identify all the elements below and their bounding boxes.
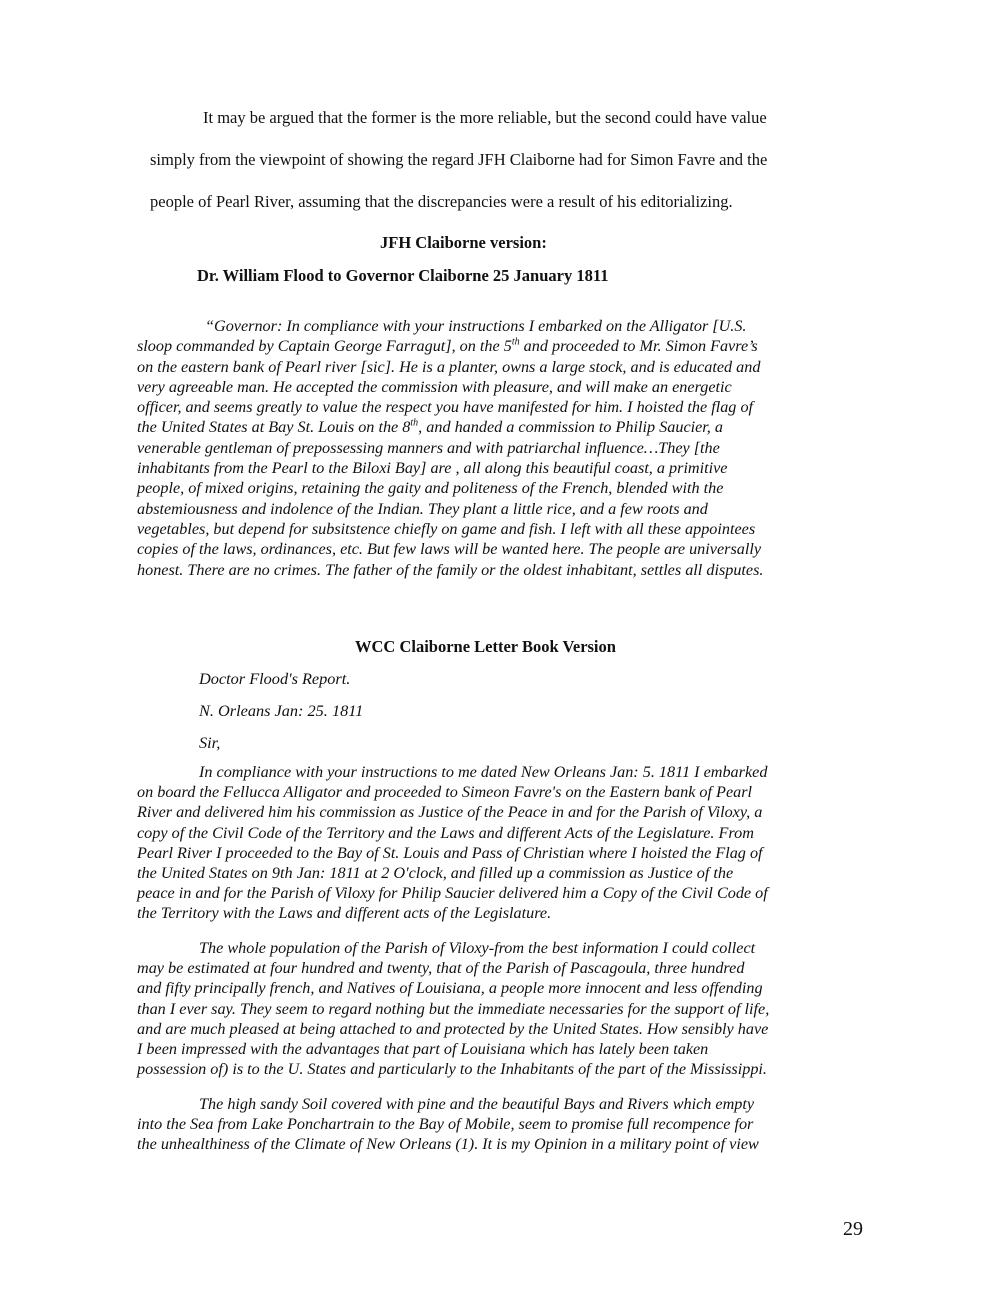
- quoted-letter: [137, 316, 859, 580]
- paragraph-line: The high sandy Soil covered with pine and the beautiful Bays and Rivers which empty: [199, 1095, 755, 1113]
- paragraph-line: In compliance with your instructions to me dated New Orleans Jan: 5. 1811 I embarked: [199, 763, 768, 781]
- paragraph-line: may be estimated at four hundred and twenty, that of the Parish of Pascagoula, three hundred: [137, 959, 745, 978]
- paragraph-line: the unhealthiness of the Climate of New Orleans (1). It is my Opinion in a military point of view: [137, 1135, 759, 1154]
- report-paragraph-1: [137, 762, 863, 924]
- paragraph-line: and are much pleased at being attached to and protected by the United States. How sensibly have: [137, 1019, 769, 1038]
- quote-line-part: sloop commanded by Captain George Farragut], on the 5: [137, 337, 512, 356]
- report-title: Doctor Flood's Report.: [199, 669, 351, 688]
- report-date: N. Orleans Jan: 25. 1811: [199, 701, 364, 720]
- quote-line: people, of mixed origins, retaining the gaity and politeness of the French, blended with the: [137, 479, 724, 498]
- paragraph-line: I been impressed with the advantages that part of Louisiana which has lately been taken: [137, 1040, 709, 1059]
- intro-line: It may be argued that the former is the more reliable, but the second could have value: [203, 108, 767, 127]
- paragraph-line: on board the Fellucca Alligator and proceeded to Simeon Favre's on the Eastern bank of Pearl: [137, 783, 753, 802]
- paragraph-line: peace in and for the Parish of Viloxy for Philip Saucier delivered him a Copy of the Civil Code of: [137, 884, 768, 903]
- paragraph-line: Pearl River I proceeded to the Bay of St. Louis and Pass of Christian where I hoisted the Flag of: [137, 843, 763, 862]
- quote-line: on the eastern bank of Pearl river [sic]. He is a planter, owns a large stock, and is educated and: [137, 357, 761, 376]
- paragraph-line: than I ever say. They seem to regard nothing but the immediate necessaries for the support of life,: [137, 999, 770, 1018]
- quote-line: inhabitants from the Pearl to the Biloxi Bay] are , all along this beautiful coast, a primitive: [137, 459, 728, 478]
- quote-line-part: and proceeded to Mr. Simon Favre’s: [519, 337, 758, 356]
- paragraph-line: into the Sea from Lake Ponchartrain to the Bay of Mobile, seem to promise full recompence for: [137, 1115, 754, 1134]
- quote-line-part: , and handed a commission to Philip Saucier, a: [418, 418, 723, 437]
- quote-line: vegetables, but depend for subsitstence chiefly on game and fish. I left with all these appointees: [137, 519, 756, 538]
- intro-line: simply from the viewpoint of showing the regard JFH Claiborne had for Simon Favre and the: [150, 150, 768, 169]
- intro-line: people of Pearl River, assuming that the discrepancies were a result of his editorializing.: [150, 192, 733, 211]
- report-paragraph-3: [137, 1094, 863, 1155]
- salutation: Sir,: [199, 733, 221, 752]
- paragraph-line: the Territory with the Laws and different acts of the Legislature.: [137, 904, 552, 923]
- paragraph-line: The whole population of the Parish of Viloxy-from the best information I could collect: [199, 939, 756, 957]
- paragraph-line: possession of) is to the U. States and particularly to the Inhabitants of the part of the Mississippi.: [137, 1060, 767, 1079]
- quote-line: “Governor: In compliance with your instructions I embarked on the Alligator [U.S.: [205, 317, 747, 335]
- paragraph-line: the United States on 9th Jan: 1811 at 2 O'clock, and filled up a commission as Justice of the: [137, 864, 734, 883]
- letter-subheading: Dr. William Flood to Governor Claiborne 25 January 1811: [197, 266, 609, 285]
- quote-line-part: the United States at Bay St. Louis on the 8: [137, 418, 411, 437]
- quote-line: [137, 336, 859, 356]
- paragraph-line: copy of the Civil Code of the Territory and the Laws and different Acts of the Legislature. From: [137, 823, 754, 842]
- paragraph-line: and fifty principally french, and Natives of Louisiana, a people more innocent and less offending: [137, 979, 763, 998]
- section-heading-wcc: WCC Claiborne Letter Book Version: [355, 637, 616, 656]
- quote-line: abstemiousness and indolence of the Indian. They plant a little rice, and a few roots and: [137, 499, 708, 518]
- quote-line: venerable gentleman of prepossessing manners and with patriarchal influence…They [the: [137, 438, 720, 457]
- quote-line: officer, and seems greatly to value the respect you have manifested for him. I hoisted the flag of: [137, 398, 754, 417]
- paragraph-line: River and delivered him his commission as Justice of the Peace in and for the Parish of Viloxy, a: [137, 803, 763, 822]
- quote-line: copies of the laws, ordinances, etc. But few laws will be wanted here. The people are universally: [137, 540, 762, 559]
- page-number: 29: [843, 1218, 863, 1240]
- quote-line: [137, 417, 859, 437]
- section-heading-jfh: JFH Claiborne version:: [380, 233, 547, 252]
- report-paragraph-2: [137, 938, 863, 1079]
- superscript: th: [410, 418, 419, 430]
- superscript: th: [511, 336, 520, 348]
- quote-line: honest. There are no crimes. The father of the family or the oldest inhabitant, settles all disputes.: [137, 560, 764, 579]
- quote-line: very agreeable man. He accepted the commission with pleasure, and will make an energetic: [137, 377, 732, 396]
